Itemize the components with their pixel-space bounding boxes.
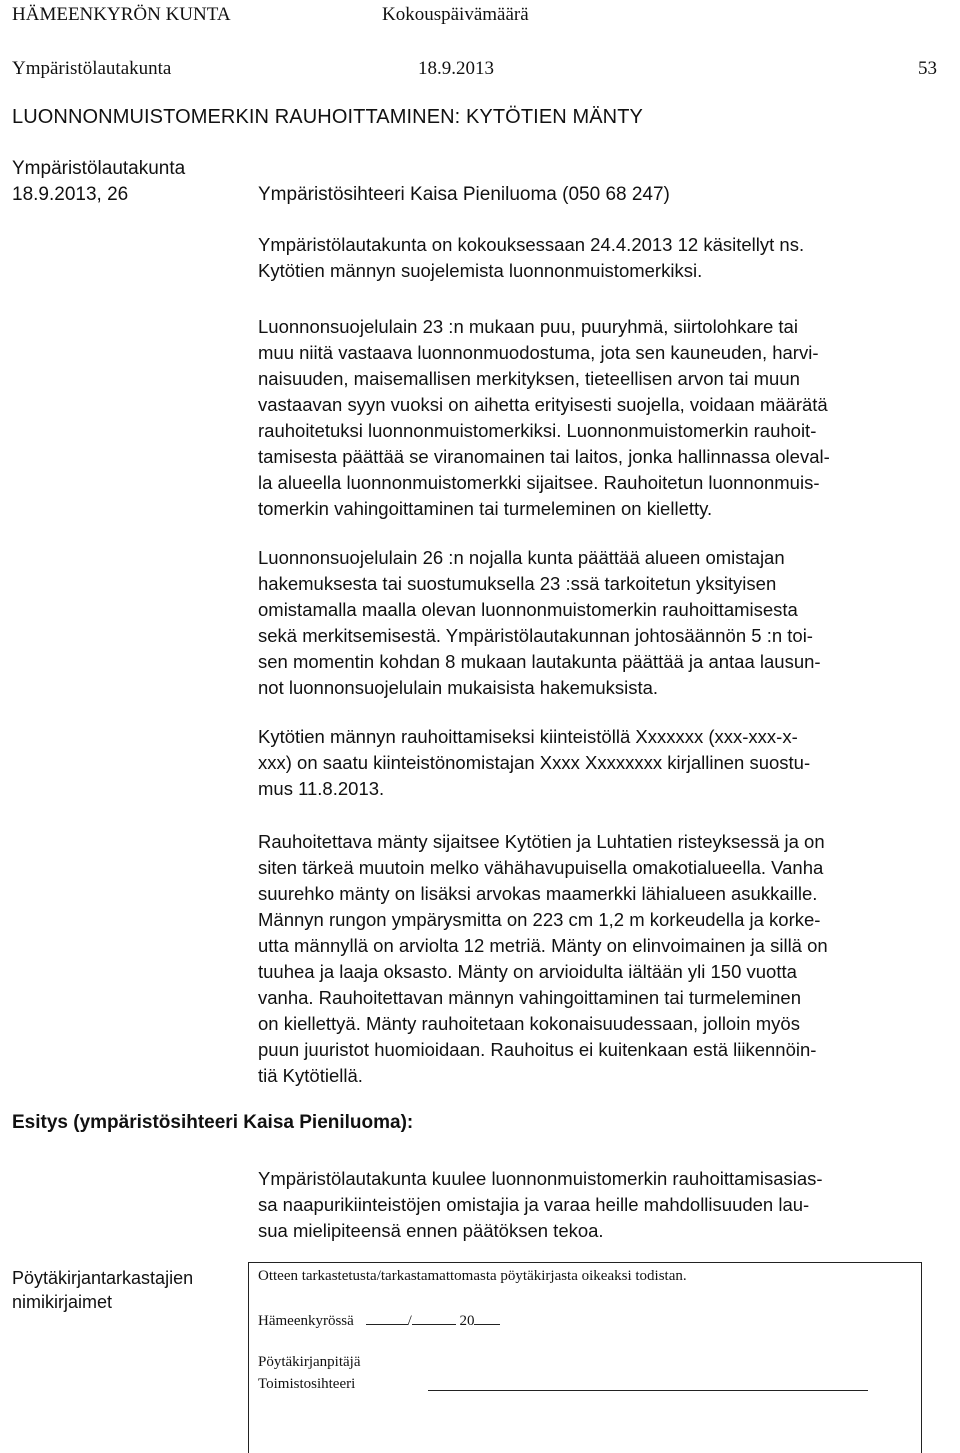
certify-text: Otteen tarkastetusta/tarkastamattomasta pöytäkirjasta oikeaksi todistan. (258, 1268, 687, 1284)
text-line: vanha. Rauhoitettavan männyn vahingoittaminen tai turmeleminen (258, 987, 801, 1008)
day-blank[interactable] (366, 1310, 408, 1325)
text-line: omistamalla maalla olevan luonnonmuistomerkin rauhoittamisesta (258, 599, 798, 620)
item-committee: Ympäristölautakunta (12, 158, 186, 179)
item-title: LUONNONMUISTOMERKIN RAUHOITTAMINEN: KYTÖTIEN MÄNTY (12, 106, 643, 128)
proposal-heading: Esitys (ympäristösihteeri Kaisa Pieniluoma): (12, 1112, 414, 1133)
year-blank[interactable] (474, 1310, 500, 1325)
text-line: utta männyllä on arviolta 12 metriä. Mänty on elinvoimainen ja sillä on (258, 935, 828, 956)
text-line: hakemuksesta tai suostumuksella 23 :ssä tarkoitetun yksityisen (258, 573, 777, 594)
text-line: tuuhea ja laaja oksasto. Mänty on arvioidulta iältään yli 150 vuotta (258, 961, 797, 982)
text-line: naisuuden, maisemallisen merkityksen, tieteellisen arvon tai muun (258, 368, 800, 389)
text-line: sen momentin kohdan 8 mukaan lautakunta päättää ja antaa lausun- (258, 651, 821, 672)
text-line: Rauhoitettava mänty sijaitsee Kytötien ja Luhtatien risteyksessä ja on (258, 831, 825, 852)
text-line: Männyn rungon ympärysmitta on 223 cm 1,2 m korkeudella ja korke- (258, 909, 821, 930)
year-prefix: 20 (459, 1313, 475, 1329)
month-blank[interactable] (412, 1310, 456, 1325)
place-date-line (258, 1310, 500, 1330)
role-office-secretary: Toimistosihteeri (258, 1376, 356, 1392)
text-line: puun juuristot huomioidaan. Rauhoitus ei kuitenkaan estä liikennöin- (258, 1039, 817, 1060)
text-line: sua mielipiteensä ennen päätöksen tekoa. (258, 1220, 604, 1241)
paragraph-law-23 (258, 314, 948, 522)
item-ref: 18.9.2013, 26 (12, 184, 129, 205)
text-line: vastaavan syyn vuoksi on aihetta erityisesti suojella, voidaan määrätä (258, 394, 828, 415)
text-line: muu niitä vastaava luonnonmuodostuma, jota sen kauneuden, harvi- (258, 342, 819, 363)
text-line: tamisesta päättää se viranomainen tai laitos, jonka hallinnassa oleval- (258, 446, 830, 467)
text-line: Kytötien männyn rauhoittamiseksi kiinteistöllä Xxxxxxx (xxx-xxx-x- (258, 726, 798, 747)
paragraph-law-26 (258, 545, 948, 701)
org-name: HÄMEENKYRÖN KUNTA (12, 4, 231, 25)
text-line: Luonnonsuojelulain 26 :n nojalla kunta päättää alueen omistajan (258, 547, 785, 568)
paragraph-tree-description (258, 829, 948, 1089)
text-line: tomerkin vahingoittaminen tai turmeleminen on kielletty. (258, 498, 713, 519)
text-line: suurehko mänty on lisäksi arvokas maamerkki lähialueen asukkaille. (258, 883, 818, 904)
text-line: Ympäristölautakunta kuulee luonnonmuistomerkin rauhoittamisasias- (258, 1168, 823, 1189)
role-secretary: Pöytäkirjanpitäjä (258, 1354, 361, 1370)
footer-label-line: nimikirjaimet (12, 1292, 113, 1312)
doc-type: Kokouspäivämäärä (382, 4, 529, 25)
footer-label-line: Pöytäkirjantarkastajien (12, 1268, 194, 1288)
text-line: la alueella luonnonmuistomerkki sijaitsee. Rauhoitetun luonnonmuis- (258, 472, 820, 493)
page-number: 53 (918, 58, 937, 79)
text-line: sekä merkitsemisestä. Ympäristölautakunnan johtosäännön 5 :n toi- (258, 625, 813, 646)
text-line: xxx) on saatu kiinteistönomistajan Xxxx Xxxxxxxx kirjallinen suostu- (258, 752, 811, 773)
text-line: rauhoitetuksi luonnonmuistomerkiksi. Luonnonmuistomerkin rauhoit- (258, 420, 817, 441)
text-line: siten tärkeä muutoin melko vähähavupuisella omakotialueella. Vanha (258, 857, 824, 878)
place-name: Hämeenkyrössä (258, 1313, 354, 1329)
text-line: on kiellettyä. Mänty rauhoitetaan kokonaisuudessaan, jolloin myös (258, 1013, 800, 1034)
header-date: 18.9.2013 (418, 58, 494, 79)
header-committee: Ympäristölautakunta (12, 58, 172, 79)
text-line: mus 11.8.2013. (258, 778, 385, 799)
text-line: Luonnonsuojelulain 23 :n mukaan puu, puuryhmä, siirtolohkare tai (258, 316, 798, 337)
text-line: Kytötien männyn suojelemista luonnonmuistomerkiksi. (258, 260, 703, 281)
footer-initials-label (12, 1266, 193, 1314)
text-line: sa naapurikiinteistöjen omistajia ja varaa heille mahdollisuuden lau- (258, 1194, 810, 1215)
item-preparer: Ympäristösihteeri Kaisa Pieniluoma (050 68 247) (258, 184, 670, 205)
text-line: not luonnonsuojelulain mukaisista hakemuksista. (258, 677, 659, 698)
text-line: tiä Kytötiellä. (258, 1065, 363, 1086)
text-line: Ympäristölautakunta on kokouksessaan 24.4.2013 12 käsitellyt ns. (258, 234, 805, 255)
paragraph-consent (258, 724, 948, 802)
date-slash: / (407, 1313, 412, 1329)
paragraph-previous-decision (258, 232, 948, 284)
proposal-text (258, 1166, 948, 1244)
signature-line[interactable] (428, 1390, 868, 1391)
